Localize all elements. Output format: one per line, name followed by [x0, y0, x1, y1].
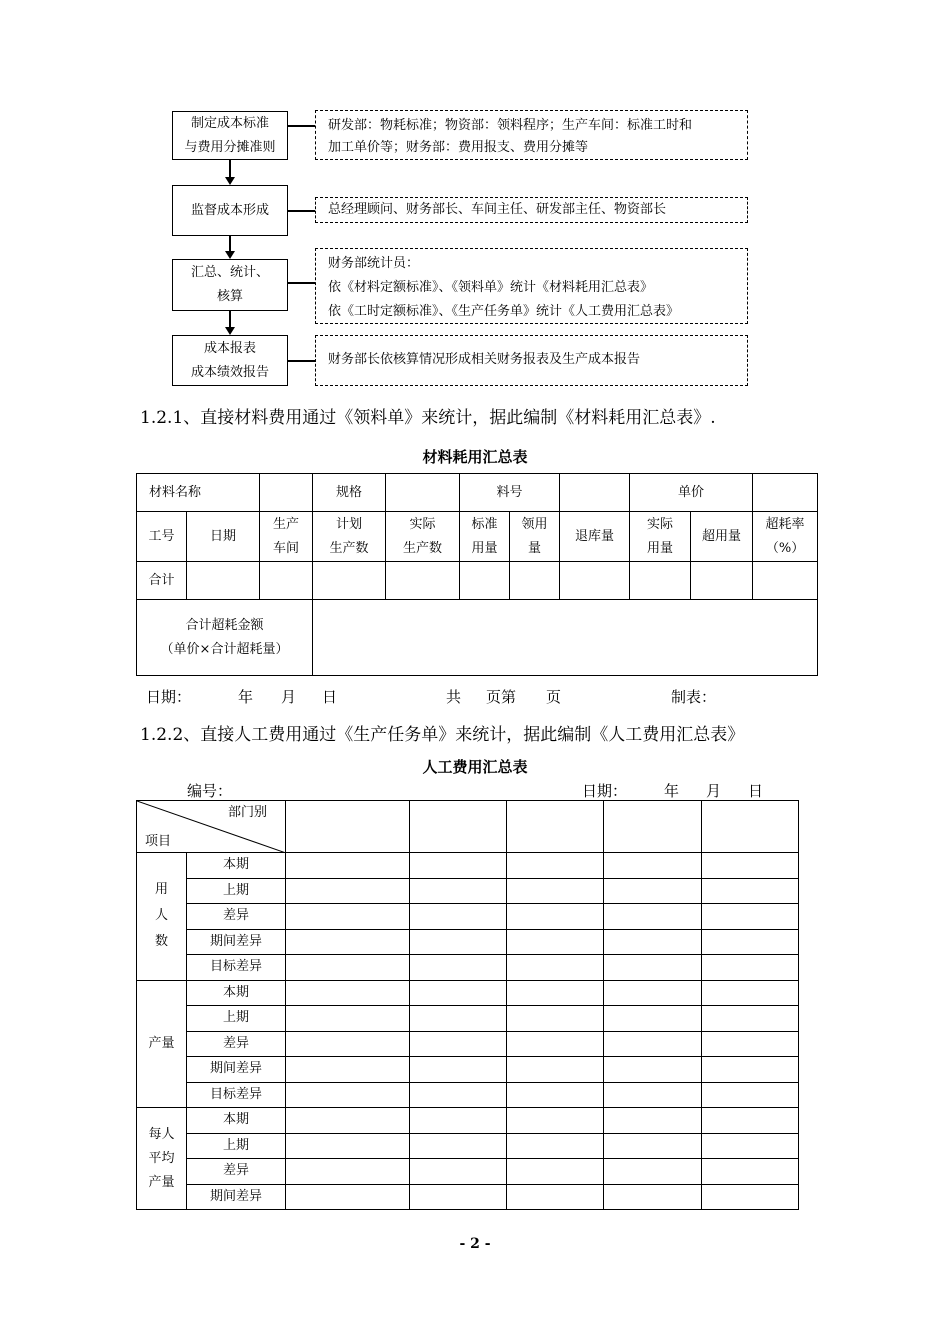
data-cell[interactable]	[286, 1006, 410, 1032]
data-cell[interactable]	[410, 980, 507, 1006]
data-cell[interactable]	[507, 1133, 604, 1159]
footer-day: 日	[322, 688, 338, 706]
flow-step-1-desc	[315, 110, 748, 160]
labor-date-label: 日期：	[582, 782, 628, 800]
header-date: 日期	[187, 512, 260, 562]
data-cell[interactable]	[604, 1159, 702, 1185]
footer-date-label: 日期：	[146, 688, 192, 706]
footer-month: 月	[281, 688, 297, 706]
total-cell[interactable]	[691, 562, 753, 600]
flow-arrow-3-head	[225, 327, 235, 335]
data-cell[interactable]	[604, 878, 702, 904]
data-cell[interactable]	[702, 1082, 799, 1108]
flow-arrow-2-line	[229, 236, 231, 252]
group-label-line: 人	[154, 908, 168, 924]
flow-connector-2	[288, 210, 315, 212]
data-cell[interactable]	[604, 1057, 702, 1083]
total-cell[interactable]	[753, 562, 818, 600]
data-cell[interactable]	[410, 878, 507, 904]
row-label: 本期	[187, 980, 286, 1006]
data-cell[interactable]	[604, 955, 702, 981]
data-cell[interactable]	[702, 1184, 799, 1210]
data-cell[interactable]	[507, 1057, 604, 1083]
data-cell[interactable]	[702, 1159, 799, 1185]
header-over-rate: 超耗率 （%）	[753, 512, 818, 562]
data-cell[interactable]	[286, 1159, 410, 1185]
table-row	[137, 1133, 799, 1159]
data-cell[interactable]	[410, 1006, 507, 1032]
dept-col-4[interactable]	[604, 801, 702, 853]
total-label: 合计	[137, 562, 187, 600]
section-2-text: 1.2.2、直接人工费用通过《生产任务单》来统计，据此编制《人工费用汇总表》	[140, 725, 745, 745]
data-cell[interactable]	[507, 980, 604, 1006]
data-cell[interactable]	[702, 1133, 799, 1159]
material-name-value[interactable]	[260, 474, 313, 512]
table-row	[137, 980, 799, 1006]
part-number-value[interactable]	[560, 474, 630, 512]
group-label-line: 平均	[148, 1150, 175, 1166]
flow-step-1-line-2: 与费用分摊准则	[184, 139, 276, 155]
flow-connector-3	[288, 282, 315, 284]
data-cell[interactable]	[507, 1082, 604, 1108]
total-cell[interactable]	[313, 562, 386, 600]
flow-step-4-box	[172, 335, 288, 386]
header-actual-usage: 实际 用量	[630, 512, 691, 562]
total-cell[interactable]	[560, 562, 630, 600]
table-row	[137, 1057, 799, 1083]
labor-year: 年	[664, 782, 680, 800]
group-label-0	[137, 853, 187, 981]
part-number-label: 料号	[460, 474, 560, 512]
data-cell[interactable]	[286, 929, 410, 955]
table-row	[137, 1006, 799, 1032]
flow-arrow-2-head	[225, 251, 235, 259]
labor-month: 月	[706, 782, 722, 800]
flow-step-2-desc	[315, 197, 748, 223]
flow-step-2-line-1: 监督成本形成	[190, 202, 269, 218]
data-cell[interactable]	[702, 980, 799, 1006]
group-label-line: 产量	[148, 1174, 175, 1190]
flow-step-3-desc-line-3: 依《工时定额标准》、《生产任务单》统计《人工费用汇总表》	[328, 304, 680, 319]
data-cell[interactable]	[286, 878, 410, 904]
total-cell[interactable]	[630, 562, 691, 600]
data-cell[interactable]	[604, 1006, 702, 1032]
table-row	[137, 1184, 799, 1210]
data-cell[interactable]	[604, 1184, 702, 1210]
overcost-row	[137, 600, 818, 676]
flow-step-2-box	[172, 185, 288, 236]
data-cell[interactable]	[507, 1184, 604, 1210]
data-cell[interactable]	[286, 980, 410, 1006]
data-cell[interactable]	[507, 929, 604, 955]
footer-total: 共	[446, 688, 462, 706]
data-cell[interactable]	[410, 1082, 507, 1108]
table-row	[137, 853, 799, 879]
table-row	[137, 878, 799, 904]
data-cell[interactable]	[702, 955, 799, 981]
data-cell[interactable]	[286, 904, 410, 930]
table-row	[137, 1082, 799, 1108]
row-label: 本期	[187, 1108, 286, 1134]
data-cell[interactable]	[410, 904, 507, 930]
total-cell[interactable]	[386, 562, 460, 600]
dept-col-1[interactable]	[286, 801, 410, 853]
row-label: 目标差异	[187, 1082, 286, 1108]
total-cell[interactable]	[460, 562, 510, 600]
flow-arrow-1-line	[229, 160, 231, 178]
flow-step-2-desc-line-1: 总经理顾问、财务部长、车间主任、研发部主任、物资部长	[328, 202, 667, 217]
row-label: 差异	[187, 904, 286, 930]
material-footer	[146, 686, 717, 707]
flow-step-3-desc-line-1: 财务部统计员：	[328, 256, 420, 271]
dept-col-3[interactable]	[507, 801, 604, 853]
data-cell[interactable]	[604, 929, 702, 955]
data-cell[interactable]	[286, 1184, 410, 1210]
data-cell[interactable]	[410, 1108, 507, 1134]
data-cell[interactable]	[410, 853, 507, 879]
data-cell[interactable]	[507, 1006, 604, 1032]
data-cell[interactable]	[507, 853, 604, 879]
data-cell[interactable]	[507, 955, 604, 981]
data-cell[interactable]	[702, 1031, 799, 1057]
data-cell[interactable]	[604, 904, 702, 930]
page-number: - 2 -	[459, 1236, 491, 1252]
data-cell[interactable]	[604, 1133, 702, 1159]
group-label-1	[137, 980, 187, 1108]
header-planned-qty: 计划 生产数	[313, 512, 386, 562]
dept-label: 部门别	[227, 805, 267, 820]
header-issued-qty: 领用 量	[510, 512, 560, 562]
data-cell[interactable]	[410, 1159, 507, 1185]
section-1-text: 1.2.1、直接材料费用通过《领料单》来统计，据此编制《材料耗用汇总表》.	[140, 408, 716, 428]
group-label-2	[137, 1108, 187, 1210]
unit-price-value[interactable]	[753, 474, 818, 512]
labor-body	[137, 853, 799, 1210]
data-cell[interactable]	[702, 1108, 799, 1134]
row-label: 上期	[187, 1006, 286, 1032]
material-info-row	[137, 474, 818, 512]
group-label-line: 产量	[148, 1035, 175, 1051]
header-standard-usage: 标准 用量	[460, 512, 510, 562]
unit-price-label: 单价	[630, 474, 753, 512]
data-cell[interactable]	[507, 878, 604, 904]
data-cell[interactable]	[410, 929, 507, 955]
header-workshop: 生产 车间	[260, 512, 313, 562]
flow-step-3-desc-line-2: 依《材料定额标准》、《领料单》统计《材料耗用汇总表》	[328, 280, 654, 295]
group-label-line: 数	[154, 934, 168, 950]
data-cell[interactable]	[702, 878, 799, 904]
data-cell[interactable]	[286, 955, 410, 981]
total-cell[interactable]	[510, 562, 560, 600]
data-cell[interactable]	[604, 1031, 702, 1057]
material-usage-table	[136, 473, 818, 676]
labor-cost-table	[136, 800, 799, 1210]
footer-page-a: 页第	[486, 688, 517, 706]
footer-page-b: 页	[546, 688, 562, 706]
item-label: 项目	[145, 834, 172, 849]
diagonal-header-cell	[137, 801, 286, 853]
row-label: 期间差异	[187, 1184, 286, 1210]
flow-arrow-1-head	[225, 177, 235, 185]
flow-step-3-box	[172, 259, 288, 311]
overcost-label: 合计超耗金额 （单价×合计超耗量）	[137, 600, 313, 676]
data-cell[interactable]	[286, 1108, 410, 1134]
data-cell[interactable]	[702, 1006, 799, 1032]
table-row	[137, 1108, 799, 1134]
data-cell[interactable]	[507, 1031, 604, 1057]
header-over-usage: 超用量	[691, 512, 753, 562]
data-cell[interactable]	[604, 853, 702, 879]
data-cell[interactable]	[604, 1082, 702, 1108]
data-cell[interactable]	[410, 1057, 507, 1083]
flow-connector-4	[288, 360, 315, 362]
footer-maker: 制表：	[671, 688, 717, 706]
row-label: 上期	[187, 1133, 286, 1159]
header-job-no: 工号	[137, 512, 187, 562]
table-row	[137, 1031, 799, 1057]
header-actual-qty: 实际 生产数	[386, 512, 460, 562]
data-cell[interactable]	[286, 853, 410, 879]
data-cell[interactable]	[286, 1057, 410, 1083]
data-cell[interactable]	[410, 1031, 507, 1057]
table-row	[137, 955, 799, 981]
data-cell[interactable]	[507, 1108, 604, 1134]
group-label-line: 每人	[148, 1126, 175, 1142]
data-cell[interactable]	[286, 1133, 410, 1159]
spec-value[interactable]	[386, 474, 460, 512]
data-cell[interactable]	[702, 904, 799, 930]
material-header-row	[137, 512, 818, 562]
flow-arrow-3-line	[229, 311, 231, 328]
labor-header-row	[137, 801, 799, 853]
labor-day: 日	[748, 782, 764, 800]
data-cell[interactable]	[286, 1082, 410, 1108]
data-cell[interactable]	[410, 955, 507, 981]
flow-step-3-line-2: 核算	[216, 289, 243, 304]
material-total-row	[137, 562, 818, 600]
flow-step-3-line-1: 汇总、统计、	[190, 265, 269, 280]
number-label: 编号：	[187, 782, 233, 800]
data-cell[interactable]	[702, 853, 799, 879]
data-cell[interactable]	[507, 1159, 604, 1185]
overcost-value[interactable]	[313, 600, 818, 676]
dept-col-2[interactable]	[410, 801, 507, 853]
data-cell[interactable]	[702, 1057, 799, 1083]
total-cell[interactable]	[187, 562, 260, 600]
row-label: 差异	[187, 1031, 286, 1057]
data-cell[interactable]	[410, 1133, 507, 1159]
table-row	[137, 1159, 799, 1185]
data-cell[interactable]	[410, 1184, 507, 1210]
flow-step-1-desc-line-2: 加工单价等；财务部：费用报支、费用分摊等	[328, 140, 589, 155]
flow-step-4-desc-line-1: 财务部长依核算情况形成相关财务报表及生产成本报告	[328, 352, 641, 367]
flow-step-3-desc	[315, 248, 748, 324]
dept-col-5[interactable]	[702, 801, 799, 853]
row-label: 期间差异	[187, 1057, 286, 1083]
flow-step-4-line-2: 成本绩效报告	[190, 364, 269, 380]
table-row	[137, 929, 799, 955]
flow-connector-1	[288, 125, 315, 127]
flow-step-4-line-1: 成本报表	[203, 340, 256, 356]
labor-table-title: 人工费用汇总表	[422, 758, 528, 776]
row-label: 本期	[187, 853, 286, 879]
row-label: 期间差异	[187, 929, 286, 955]
data-cell[interactable]	[702, 929, 799, 955]
row-label: 上期	[187, 878, 286, 904]
row-label: 目标差异	[187, 955, 286, 981]
flow-step-1-desc-line-1: 研发部：物耗标准；物资部：领料程序；生产车间：标准工时和	[328, 118, 693, 133]
data-cell[interactable]	[507, 904, 604, 930]
data-cell[interactable]	[286, 1031, 410, 1057]
material-name-label: 材料名称	[137, 474, 260, 512]
group-label-line: 用	[154, 882, 168, 898]
spec-label: 规格	[313, 474, 386, 512]
table-row	[137, 904, 799, 930]
flow-step-4-desc	[315, 335, 748, 386]
header-returned-qty: 退库量	[560, 512, 630, 562]
total-cell[interactable]	[260, 562, 313, 600]
data-cell[interactable]	[604, 1108, 702, 1134]
flow-step-1-line-1: 制定成本标准	[190, 115, 269, 131]
footer-year: 年	[238, 688, 254, 706]
data-cell[interactable]	[604, 980, 702, 1006]
material-table-title: 材料耗用汇总表	[422, 448, 528, 466]
row-label: 差异	[187, 1159, 286, 1185]
flow-step-1-box	[172, 111, 288, 160]
